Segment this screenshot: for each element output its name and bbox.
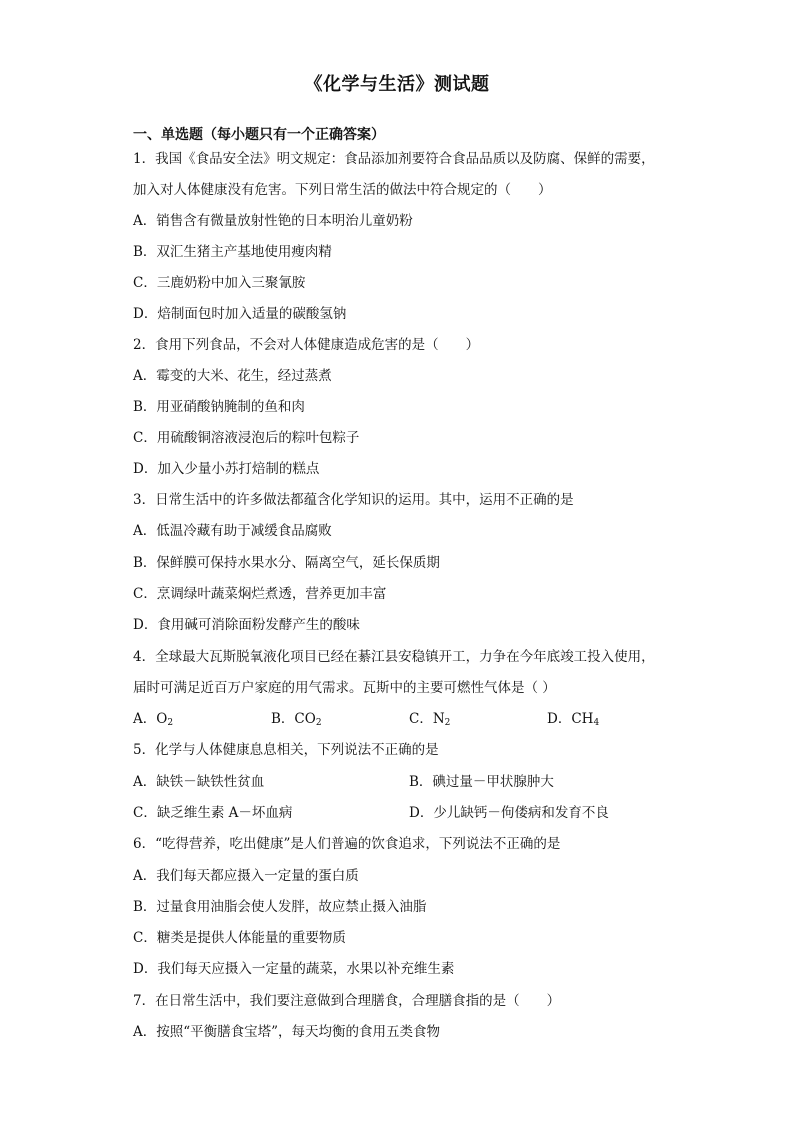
q4-option-a-sub: 2 (167, 718, 174, 728)
q5-option-d: D．少儿缺钙－佝偻病和发育不良 (409, 805, 609, 821)
q6-stem: 6．“吃得营养，吃出健康”是人们普遍的饮食追求，下列说法不正确的是 (133, 836, 561, 852)
q6-option-b: B．过量食用油脂会使人发胖，故应禁止摄入油脂 (133, 899, 427, 915)
q2-option-d: D．加入少量小苏打焙制的糕点 (133, 461, 320, 477)
q4-stem-line1: 4．全球最大瓦斯脱氧液化项目已经在綦江县安稳镇开工，力争在今年底竣工投入使用， (133, 649, 655, 665)
q2-option-b: B．用亚硝酸钠腌制的鱼和肉 (133, 399, 305, 415)
q4-option-d (547, 713, 599, 728)
q7-option-a: A．按照“平衡膳食宝塔”，每天均衡的食用五类食物 (133, 1024, 441, 1040)
page-title: 《化学与生活》测试题 (304, 74, 490, 95)
q2-stem: 2．食用下列食品，不会对人体健康造成危害的是（ ） (133, 337, 480, 353)
q6-option-a: A．我们每天都应摄入一定量的蛋白质 (133, 868, 359, 884)
q4-option-a (133, 713, 173, 728)
q4-option-d-label: D．CH (547, 711, 594, 727)
q5-stem: 5．化学与人体健康息息相关，下列说法不正确的是 (133, 742, 439, 758)
q2-option-c: C．用硫酸铜溶液浸泡后的粽叶包粽子 (133, 430, 360, 446)
section-heading: 一、单选题（每小题只有一个正确答案） (133, 127, 385, 143)
q1-option-a: A．销售含有微量放射性铯的日本明治儿童奶粉 (133, 213, 413, 229)
q4-option-a-label: A．O (133, 711, 168, 727)
q3-stem: 3．日常生活中的许多做法都蕴含化学知识的运用。其中，运用不正确的是 (133, 492, 574, 508)
q3-option-b: B．保鲜膜可保持水果水分、隔离空气，延长保质期 (133, 555, 440, 571)
q3-option-a: A．低温冷藏有助于减缓食品腐败 (133, 523, 332, 539)
q1-option-b: B．双汇生猪主产基地使用瘦肉精 (133, 244, 332, 260)
q2-option-a: A．霉变的大米、花生，经过蒸煮 (133, 368, 332, 384)
q4-option-b-label: B．CO (271, 711, 316, 727)
q5-option-c: C．缺乏维生素 A－坏血病 (133, 805, 293, 821)
q1-stem-line1: 1．我国《食品安全法》明文规定：食品添加剂要符合食品品质以及防腐、保鲜的需要， (133, 151, 655, 167)
q5-option-b: B．碘过量－甲状腺肿大 (409, 774, 554, 790)
q3-option-c: C．烹调绿叶蔬菜焖烂煮透，营养更加丰富 (133, 586, 387, 602)
q1-option-c: C．三鹿奶粉中加入三聚氰胺 (133, 275, 306, 291)
q1-stem-line2: 加入对人体健康没有危害。下列日常生活的做法中符合规定的（ ） (133, 182, 552, 198)
q4-option-b-sub: 2 (315, 718, 322, 728)
q4-option-d-sub: 4 (593, 718, 600, 728)
q4-option-b (271, 713, 322, 728)
q4-option-c (409, 713, 450, 728)
q4-stem-line2: 届时可满足近百万户家庭的用气需求。瓦斯中的主要可燃性气体是（ ） (133, 680, 556, 696)
q3-option-d: D．食用碱可消除面粉发酵产生的酸味 (133, 617, 360, 633)
q4-option-c-sub: 2 (444, 718, 451, 728)
q1-option-d: D．焙制面包时加入适量的碳酸氢钠 (133, 306, 347, 322)
q5-option-a: A．缺铁－缺铁性贫血 (133, 774, 265, 790)
q6-option-d: D．我们每天应摄入一定量的蔬菜，水果以补充维生素 (133, 961, 455, 977)
q6-option-c: C．糖类是提供人体能量的重要物质 (133, 930, 346, 946)
q4-option-c-label: C．N (409, 711, 445, 727)
q7-stem: 7．在日常生活中，我们要注意做到合理膳食，合理膳食指的是（ ） (133, 993, 561, 1009)
